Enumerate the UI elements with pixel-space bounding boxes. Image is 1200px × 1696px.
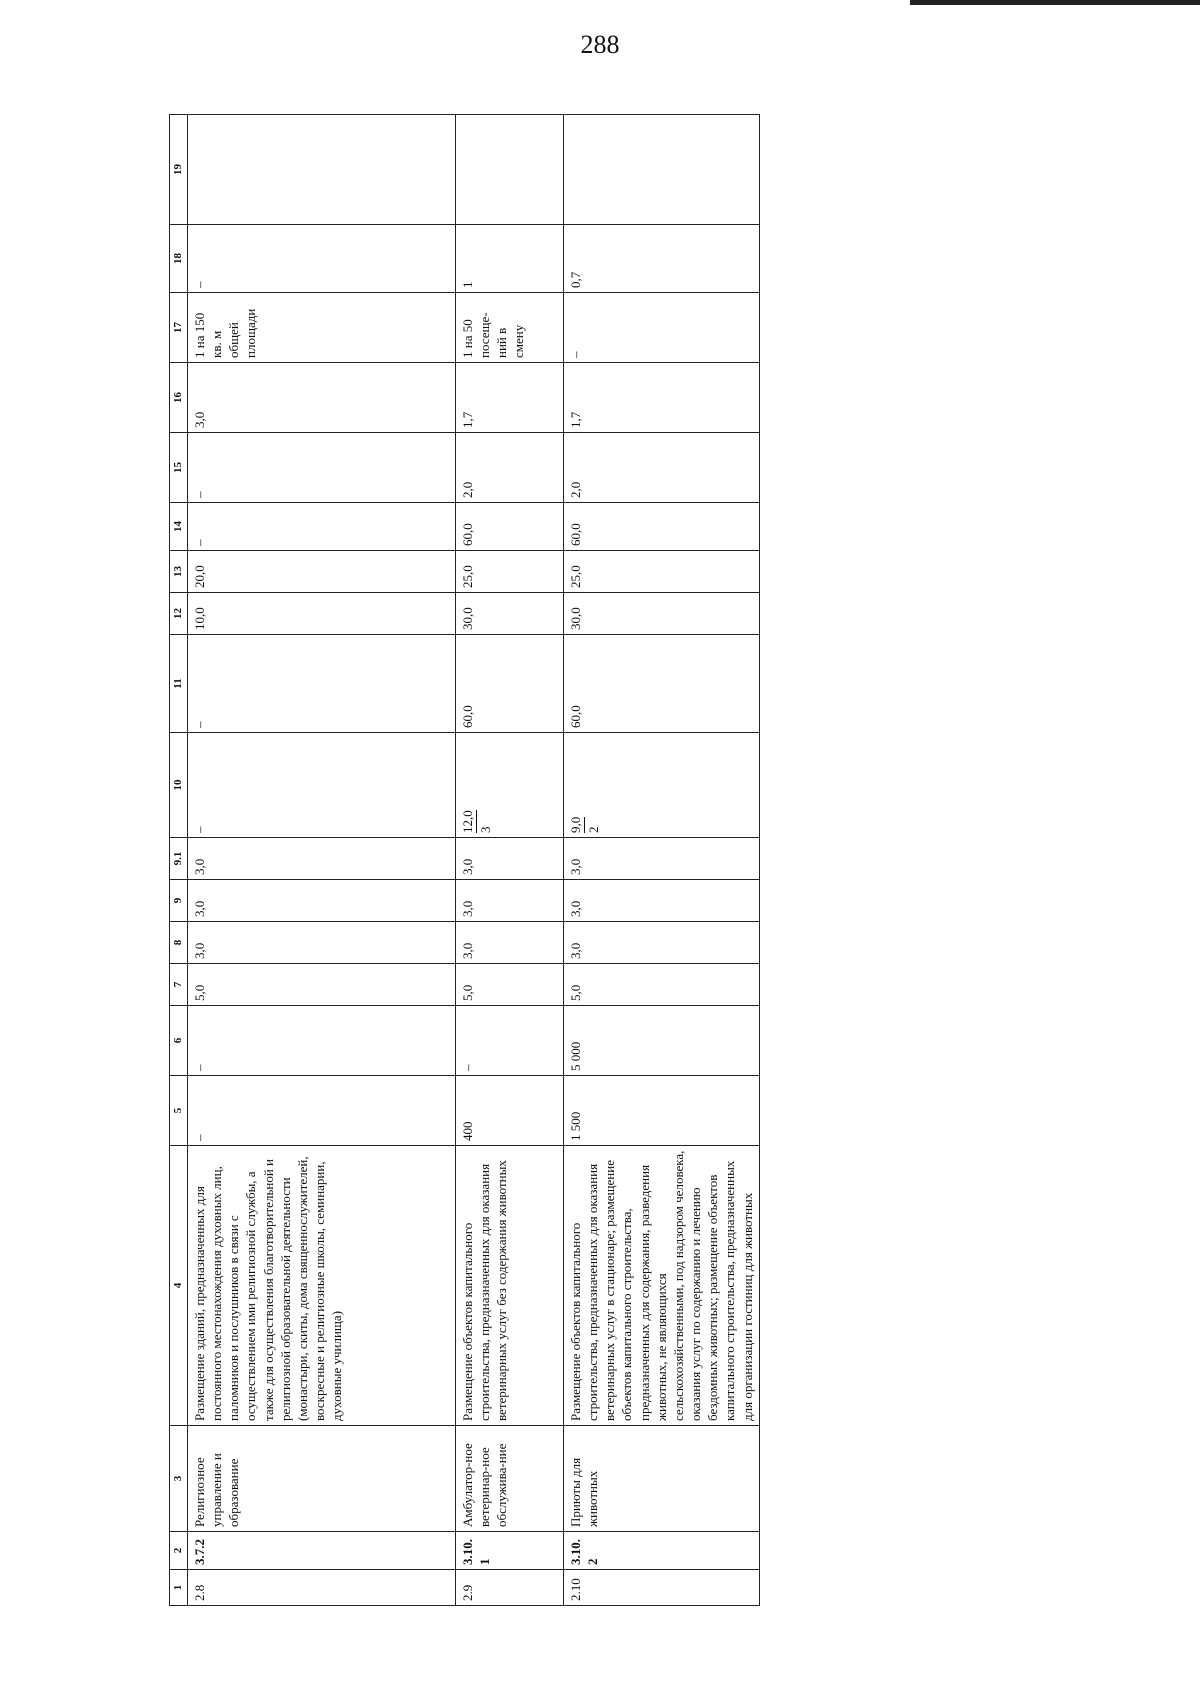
cell-col-12: 30,0 <box>564 593 760 635</box>
col-header: 15 <box>170 433 188 503</box>
cell-col-5: – <box>188 1076 456 1146</box>
cell-col-12: 10,0 <box>188 593 456 635</box>
page-number: 288 <box>580 30 620 59</box>
cell-col-11: – <box>188 635 456 733</box>
cell-col-17: 1 на 150 кв. м общей площади <box>188 293 456 363</box>
cell-col-5: 1 500 <box>564 1076 760 1146</box>
cell-col-14: – <box>188 503 456 551</box>
cell-col-16: 1,7 <box>564 363 760 433</box>
col-header: 16 <box>170 363 188 433</box>
cell-col-14: 60,0 <box>564 503 760 551</box>
cell-col-9-1: 3,0 <box>188 838 456 880</box>
table-row <box>188 115 456 1606</box>
cell-col-18: 1 <box>456 225 564 293</box>
cell-col-13: 25,0 <box>456 551 564 593</box>
cell-col-9-1: 3,0 <box>456 838 564 880</box>
cell-number: 2.10 <box>564 1570 760 1606</box>
col-header: 9 <box>170 880 188 922</box>
cell-col-12: 30,0 <box>456 593 564 635</box>
cell-col-16: 3,0 <box>188 363 456 433</box>
cell-col-8: 3,0 <box>188 922 456 964</box>
cell-col-8: 3,0 <box>564 922 760 964</box>
col-header: 4 <box>170 1146 188 1426</box>
cell-number: 2.9 <box>456 1570 564 1606</box>
cell-col-15: 2,0 <box>564 433 760 503</box>
cell-col-10 <box>564 733 760 838</box>
cell-col-19 <box>188 115 456 225</box>
cell-use-description: Размещение зданий, предназначенных для постоянного местонахождения духовных лиц, паломников и послушников в связи с осуществлением ими религиозной службы, а также для осуществления благотворительной и религиозной образовательной деятельности (монастыри, скиты, дома священнослужителей, воскресные и религиозные школы, семинарии, духовные училища) <box>188 1146 456 1426</box>
top-edge-rule <box>910 0 1200 5</box>
table-row <box>456 115 564 1606</box>
zoning-parameters-table <box>169 114 760 1606</box>
cell-use-name: Амбулатор-ное ветеринар-ное обслужива-ние <box>456 1426 564 1532</box>
rotated-table-wrapper <box>169 115 960 1606</box>
cell-col-10 <box>456 733 564 838</box>
col-header: 11 <box>170 635 188 733</box>
cell-use-description: Размещение объектов капитального строительства, предназначенных для оказания ветеринарных услуг без содержания животных <box>456 1146 564 1426</box>
cell-col-14: 60,0 <box>456 503 564 551</box>
cell-col-19 <box>456 115 564 225</box>
cell-col-9: 3,0 <box>456 880 564 922</box>
table-row <box>564 115 760 1606</box>
cell-col-11: 60,0 <box>456 635 564 733</box>
cell-use-code: 3.10.1 <box>456 1532 564 1570</box>
col-header: 10 <box>170 733 188 838</box>
cell-col-6: – <box>188 1006 456 1076</box>
cell-use-name: Приюты для животных <box>564 1426 760 1532</box>
cell-col-17: – <box>564 293 760 363</box>
col-header: 9.1 <box>170 838 188 880</box>
cell-col-11: 60,0 <box>564 635 760 733</box>
cell-col-9: 3,0 <box>564 880 760 922</box>
cell-col-9-1: 3,0 <box>564 838 760 880</box>
cell-use-description: Размещение объектов капитального строительства, предназначенных для оказания ветеринарных услуг в стационаре; размещение объектов капитального строительства, предназначенных для содержания, разведения животных, не являющихся сельскохозяйственными, под надзором человека, оказания услуг по содержанию и лечению бездомных животных; размещение объектов капитального строительства, предназначенных для организации гостиниц для животных <box>564 1146 760 1426</box>
cell-use-code: 3.7.2 <box>188 1532 456 1570</box>
cell-col-6: 5 000 <box>564 1006 760 1076</box>
cell-use-name: Религиозное управление и образование <box>188 1426 456 1532</box>
col-header: 7 <box>170 964 188 1006</box>
col-header: 1 <box>170 1570 188 1606</box>
col-header: 6 <box>170 1006 188 1076</box>
cell-col-7: 5,0 <box>456 964 564 1006</box>
col-header: 14 <box>170 503 188 551</box>
cell-col-19 <box>564 115 760 225</box>
col-header: 17 <box>170 293 188 363</box>
cell-col-13: 25,0 <box>564 551 760 593</box>
col-header: 8 <box>170 922 188 964</box>
cell-col-9: 3,0 <box>188 880 456 922</box>
fraction-numerator: 9,0 <box>567 817 585 833</box>
col-header: 13 <box>170 551 188 593</box>
cell-col-18: 0,7 <box>564 225 760 293</box>
cell-col-7: 5,0 <box>188 964 456 1006</box>
col-header: 2 <box>170 1532 188 1570</box>
cell-col-15: – <box>188 433 456 503</box>
col-header: 5 <box>170 1076 188 1146</box>
cell-use-code: 3.10.2 <box>564 1532 760 1570</box>
cell-col-8: 3,0 <box>456 922 564 964</box>
cell-col-7: 5,0 <box>564 964 760 1006</box>
cell-col-15: 2,0 <box>456 433 564 503</box>
fraction-numerator: 12,0 <box>459 810 477 833</box>
cell-col-10-value: – <box>192 826 207 833</box>
cell-col-17: 1 на 50 посеще-ний в смену <box>456 293 564 363</box>
col-header: 18 <box>170 225 188 293</box>
col-header: 19 <box>170 115 188 225</box>
col-header: 12 <box>170 593 188 635</box>
fraction-denominator: 2 <box>586 826 602 833</box>
cell-col-10 <box>188 733 456 838</box>
cell-col-18: – <box>188 225 456 293</box>
header-row <box>170 115 188 1606</box>
cell-col-5: 400 <box>456 1076 564 1146</box>
fraction-denominator: 3 <box>478 826 494 833</box>
cell-col-16: 1,7 <box>456 363 564 433</box>
cell-col-13: 20,0 <box>188 551 456 593</box>
cell-number: 2.8 <box>188 1570 456 1606</box>
cell-col-6: – <box>456 1006 564 1076</box>
col-header: 3 <box>170 1426 188 1532</box>
